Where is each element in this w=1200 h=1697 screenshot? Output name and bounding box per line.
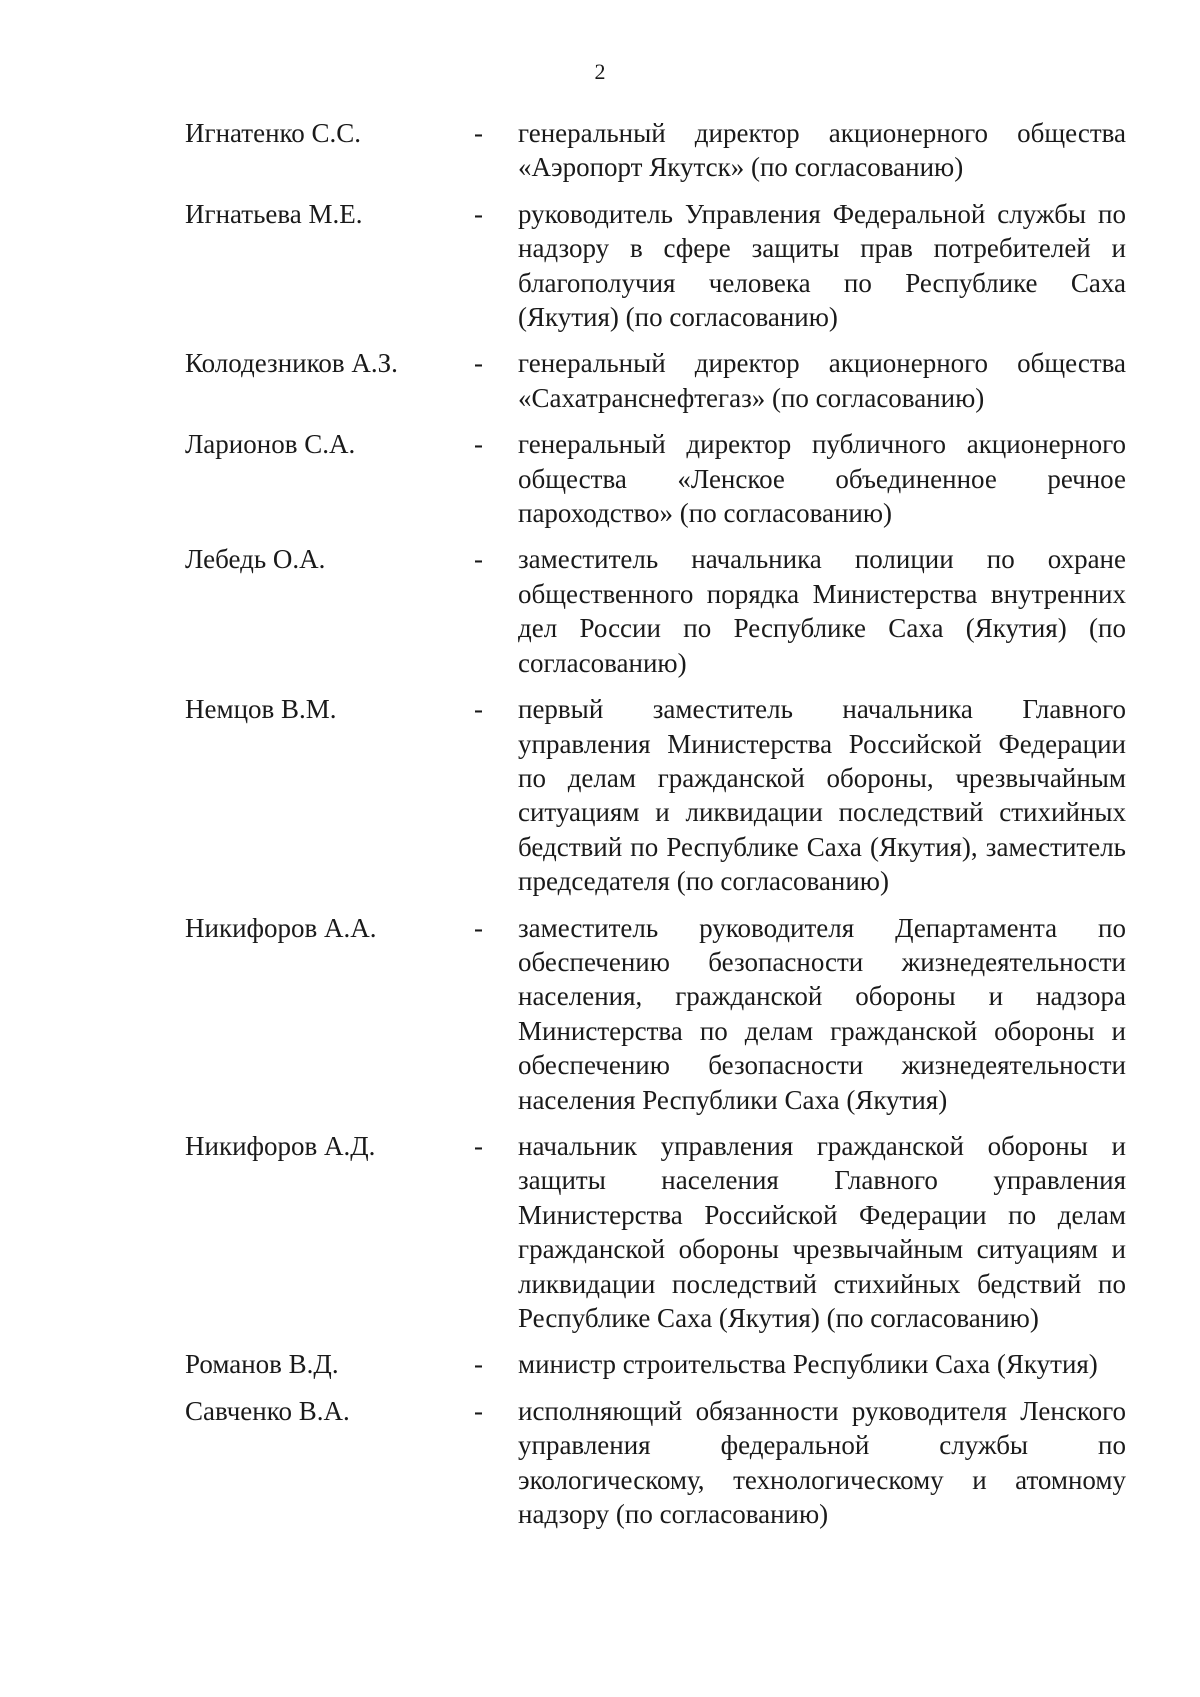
member-row <box>0 911 1200 1117</box>
member-dash: - <box>474 544 483 575</box>
member-dash: - <box>474 694 483 725</box>
member-row <box>0 346 1200 415</box>
member-name: Никифоров А.Д. <box>185 1130 376 1161</box>
member-position: министр строительства Республики Саха (Якутия) <box>518 1349 1098 1380</box>
member-row <box>0 197 1200 335</box>
member-name: Романов В.Д. <box>185 1349 339 1380</box>
member-position: исполняющий обязанности руководителя Ленского управления федеральной службы по экологическому, технологическому и атомному надзору (по согласованию) <box>518 1395 1126 1530</box>
member-name: Игнатьева М.Е. <box>185 198 363 229</box>
page-number: 2 <box>594 59 606 84</box>
member-name: Лебедь О.А. <box>185 544 326 575</box>
member-position: руководитель Управления Федеральной службы по надзору в сфере защиты прав потребителей и благополучия человека по Республике Саха (Якутия) (по согласованию) <box>518 198 1126 333</box>
member-name: Колодезников А.З. <box>185 348 398 379</box>
member-position: генеральный директор акционерного общества «Аэропорт Якутск» (по согласованию) <box>518 118 1126 183</box>
member-row <box>0 542 1200 680</box>
member-position: заместитель начальника полиции по охране общественного порядка Министерства внутренних дел России по Республике Саха (Якутия) (по согласованию) <box>518 544 1126 678</box>
member-row <box>0 116 1200 185</box>
member-name: Ларионов С.А. <box>185 429 356 460</box>
member-row <box>0 1394 1200 1532</box>
member-dash: - <box>474 912 483 943</box>
member-position: генеральный директор публичного акционерного общества «Ленское объединенное речное пароходство» (по согласованию) <box>518 429 1126 529</box>
member-dash: - <box>474 118 483 148</box>
member-row <box>0 1129 1200 1335</box>
member-dash: - <box>474 198 483 229</box>
member-position: заместитель руководителя Департамента по обеспечению безопасности жизнедеятельности населения, гражданской обороны и надзора Министерства по делам гражданской обороны и обеспечению безопасности жизнедеятельности населения Республики Саха (Якутия) <box>518 912 1126 1115</box>
member-dash: - <box>474 1130 483 1161</box>
member-name: Немцов В.М. <box>185 694 337 725</box>
member-name: Игнатенко С.С. <box>185 118 362 148</box>
member-dash: - <box>474 429 483 460</box>
member-row <box>0 1347 1200 1381</box>
member-position: первый заместитель начальника Главного управления Министерства Российской Федерации по делам гражданской обороны, чрезвычайным ситуациям и ликвидации последствий стихийных бедствий по Республике Саха (Якутия), заместитель председателя (по согласованию) <box>518 694 1126 897</box>
member-row <box>0 427 1200 530</box>
member-position: начальник управления гражданской обороны и защиты населения Главного управления Министерства Российской Федерации по делам гражданской обороны чрезвычайным ситуациям и ликвидации последствий стихийных бедствий по Республике Саха (Якутия) (по согласованию) <box>518 1130 1126 1333</box>
member-dash: - <box>474 1395 483 1426</box>
member-name: Савченко В.А. <box>185 1395 350 1426</box>
commission-member-list <box>0 116 1200 1543</box>
member-row <box>0 692 1200 898</box>
member-position: генеральный директор акционерного общества «Сахатранснефтегаз» (по согласованию) <box>518 348 1126 413</box>
member-dash: - <box>474 1349 483 1380</box>
member-dash: - <box>474 348 483 379</box>
member-name: Никифоров А.А. <box>185 912 377 943</box>
